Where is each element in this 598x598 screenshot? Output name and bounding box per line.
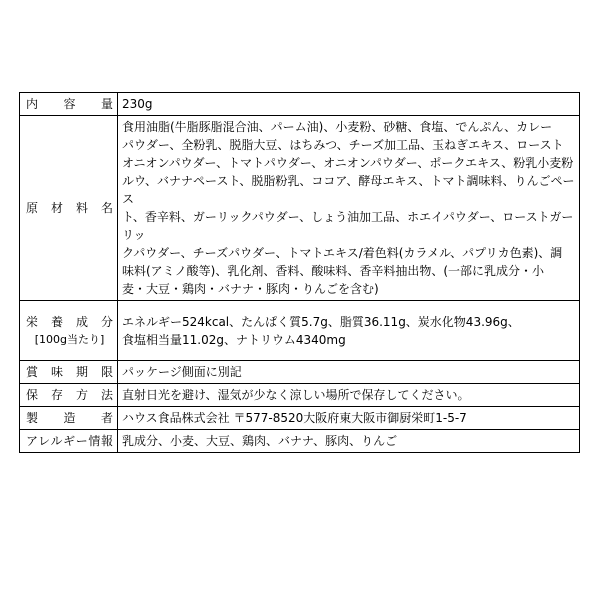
row-value [118, 301, 580, 361]
key-allergy: アレルギー情報 [26, 434, 113, 448]
row-value [118, 93, 580, 116]
row-value [118, 430, 580, 453]
key-content-amount: 内 容 量 [26, 97, 113, 111]
value-allergy: 乳成分、小麦、大豆、鶏肉、バナナ、豚肉、りんご [122, 434, 398, 448]
row-key [20, 384, 118, 407]
ingredients-line: クパウダー、チーズパウダー、トマトエキス/着色料(カラメル、パプリカ色素)、調 [122, 246, 563, 260]
nutrition-line: エネルギー524kcal、たんぱく質5.7g、脂質36.11g、炭水化物43.96g、 [122, 314, 520, 329]
ingredients-line: ト、香辛料、ガーリックパウダー、しょう油加工品、ホエイパウダー、ローストガーリッ [122, 210, 574, 242]
value-best-before: パッケージ側面に別記 [122, 365, 242, 379]
row-best-before [20, 361, 580, 384]
row-allergy [20, 430, 580, 453]
row-value [118, 384, 580, 407]
row-value [118, 407, 580, 430]
row-key [20, 116, 118, 301]
key-manufacturer: 製 造 者 [26, 411, 113, 425]
row-value [118, 116, 580, 301]
key-ingredients: 原 材 料 名 [26, 201, 113, 215]
value-storage: 直射日光を避け、湿気が少なく涼しい場所で保存してください。 [122, 388, 470, 402]
row-ingredients [20, 116, 580, 301]
row-manufacturer [20, 407, 580, 430]
row-key [20, 361, 118, 384]
row-storage [20, 384, 580, 407]
row-content-amount [20, 93, 580, 116]
key-best-before: 賞 味 期 限 [26, 365, 113, 379]
row-key [20, 407, 118, 430]
row-nutrition [20, 301, 580, 361]
ingredients-line: パウダー、全粉乳、脱脂大豆、はちみつ、チーズ加工品、玉ねぎエキス、ロースト [122, 138, 564, 152]
row-value [118, 361, 580, 384]
value-content-amount: 230g [122, 97, 153, 111]
value-manufacturer: ハウス食品株式会社 〒577-8520大阪府東大阪市御厨栄町1-5-7 [122, 411, 467, 425]
row-key [20, 93, 118, 116]
key-nutrition: 栄 養 成 分 [26, 314, 113, 329]
key-nutrition-basis: [100g当たり] [34, 332, 105, 346]
product-label-table [19, 92, 580, 453]
ingredients-line: オニオンパウダー、トマトパウダー、オニオンパウダー、ポークエキス、粉乳小麦粉 [122, 156, 574, 170]
key-storage: 保 存 方 法 [26, 388, 113, 402]
nutrition-line: 食塩相当量11.02g、ナトリウム4340mg [122, 332, 346, 347]
ingredients-line: ルウ、バナナペースト、脱脂粉乳、ココア、酵母エキス、トマト調味料、りんごペース [122, 174, 575, 206]
ingredients-line: 麦・大豆・鶏肉・バナナ・豚肉・りんごを含む) [122, 282, 379, 296]
ingredients-line: 食用油脂(牛脂豚脂混合油、パーム油)、小麦粉、砂糖、食塩、でんぷん、カレー [122, 120, 553, 134]
ingredients-line: 味料(アミノ酸等)、乳化剤、香料、酸味料、香辛料抽出物、(一部に乳成分・小 [122, 264, 545, 278]
row-key [20, 430, 118, 453]
row-key [20, 301, 118, 361]
